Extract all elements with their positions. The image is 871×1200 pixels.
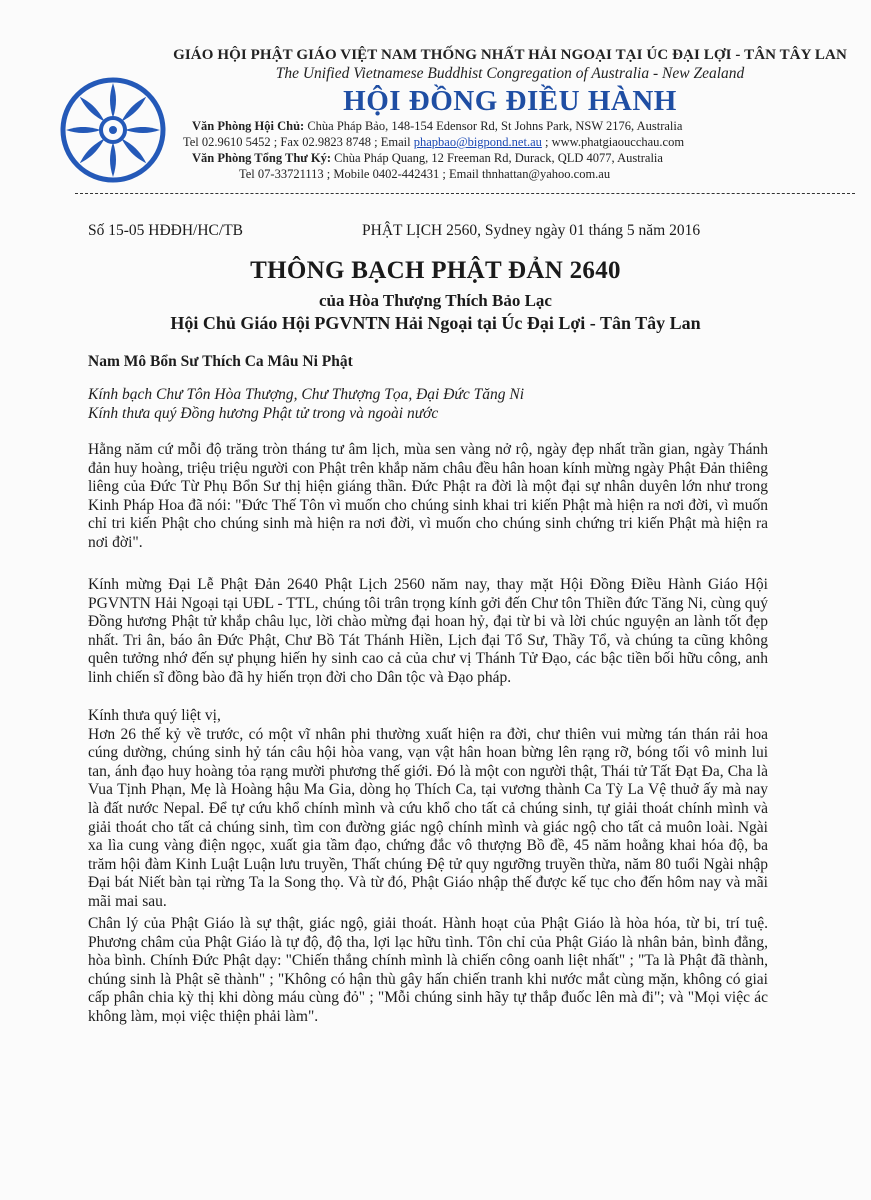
paragraph-2: Kính mừng Đại Lễ Phật Đản 2640 Phật Lịch 2560 năm nay, thay mặt Hội Đồng Điều Hành Giáo Hội PGVNTN Hải Ngoại tại UĐL - TTL, chúng tôi trân trọng kính gởi đến Chư tôn Thiền đức Tăng Ni, cùng quý Đồng hương Phật tử khắp châu lục, lời chào mừng đại hoan hỷ, đại từ bi và lời chúc nguyện an lành tốt đẹp nhất. Tri ân, báo ân Đức Phật, Chư Bồ Tát Thánh Hiền, Lịch đại Tổ Sư, Thầy Tổ, và chúng ta cũng không quên tưởng nhớ đến sự phụng hiến hy sinh cao cả của chư vị Thánh Tử Đạo, các bậc tiền bối hữu công, anh linh chiến sĩ đồng bào đã hy hiến trọn đời cho Dân tộc và Đạo pháp. bbox=[88, 576, 768, 686]
author-role-line: Hội Chủ Giáo Hội PGVNTN Hải Ngoại tại Úc Đại Lợi - Tân Tây Lan bbox=[170, 313, 701, 333]
paragraph-1: Hằng năm cứ mỗi độ trăng tròn tháng tư âm lịch, mùa sen vàng nở rộ, ngày đẹp nhất trần gian, ngày Thánh đản huy hoàng, triệu triệu người con Phật trên khắp năm châu đều hân hoan kính mừng ngày Phật Đản thiêng liêng của Đức Từ Phụ Bổn Sư thị hiện giáng thần. Đức Phật ra đời là một đại sự nhân duyên lớn như trong Kinh Pháp Hoa đã nói: "Đức Thế Tôn vì muốn cho chúng sinh khai tri kiến Phật mà hiện ra nơi đời, vì muốn chỉ tri kiến Phật cho chúng sinh mà hiện ra nơi đời, vì muốn cho chúng sinh chứng tri kiến Phật mà hiện ra nơi đời". bbox=[88, 441, 768, 551]
header-divider bbox=[75, 193, 855, 194]
paragraph-3-intro: Kính thưa quý liệt vị, bbox=[88, 707, 221, 724]
dharma-wheel-icon bbox=[58, 75, 168, 185]
greeting-line-2: Kính thưa quý Đồng hương Phật tử trong và ngoài nước bbox=[88, 404, 439, 422]
paragraph-4: Chân lý của Phật Giáo là sự thật, giác ngộ, giải thoát. Hành hoạt của Phật Giáo là hòa hóa, từ bi, trí tuệ. Phương châm của Phật Giáo là tự độ, độ tha, lợi lạc hữu tình. Tôn chỉ của Phật Giáo là nhân bản, bình đẳng, hòa bình. Chính Đức Phật dạy: "Chiến thắng chính mình là chiến công oanh liệt nhất" ; "Ta là Phật đã thành, chúng sinh là Phật sẽ thành" ; "Không có hận thù gây hấn chiến tranh khi nước mắt cùng mặn, không có giai cấp phân chia kỳ thị khi dòng máu cùng đỏ" ; "Mỗi chúng sinh hãy tự thắp đuốc lên mà đi"; và "Mọi việc ác không làm, mọi việc thiện phải làm". bbox=[88, 915, 768, 1025]
office2-address: Chùa Pháp Quang, 12 Freeman Rd, Durack, QLD 4077, Australia bbox=[334, 151, 663, 165]
office1-contact-line bbox=[183, 134, 855, 150]
office1-address: Chùa Pháp Bảo, 148-154 Edensor Rd, St Johns Park, NSW 2176, Australia bbox=[307, 119, 683, 133]
org-name-vietnamese: GIÁO HỘI PHẬT GIÁO VIỆT NAM THỐNG NHẤT HẢI NGOẠI TẠI ÚC ĐẠI LỢI - TÂN TÂY LAN bbox=[173, 47, 847, 63]
paragraph-3: Hơn 26 thế kỷ về trước, có một vĩ nhân phi thường xuất hiện ra đời, chư thiên vui mừng tán thán rải hoa cúng dường, chúng sinh hỷ tán câu hội hòa vang, vạn vật hân hoan bừng lên rạng rỡ, bóng tối vô minh lui tan, ánh đạo huy hoàng tỏa rạng mười phương thế giới. Đó là một con người thật, Thái tử Tất Đạt Đa, Cha là Vua Tịnh Phạn, Mẹ là Hoàng hậu Ma Gia, dòng họ Thích Ca, tại vương thành Ca Tỳ La Vệ thuở ấy mà nay là đất nước Nepal. Để tự cứu khổ chính mình và cứu khổ cho tất cả chúng sinh, tự giải thoát chính mình và giải thoát cho tất cả chúng sinh, tìm con đường giác ngộ chính mình và giác ngộ cho tất cả muôn loài. Ngài xa lìa cung vàng điện ngọc, xuất gia tầm đạo, chứng đắc vô thượng Bồ đề, 45 năm hoằng khai hóa độ, ba trăm hội đàm Kinh Luật Luận lưu truyền, Thất chúng Đệ tử quy ngưỡng truyền thừa, năm 80 tuổi Ngài nhập Đại bát Niết bàn tại rừng Ta la Song thọ. Và từ đó, Phật Giáo nhập thế được kế tục cho đến hôm nay và mãi mãi mai sau. bbox=[88, 725, 768, 910]
letterhead bbox=[165, 47, 855, 182]
org-name-english: The Unified Vietnamese Buddhist Congregation of Australia - New Zealand bbox=[275, 65, 745, 82]
office1-contact: Tel 02.9610 5452 ; Fax 02.9823 8748 ; Email bbox=[183, 135, 411, 149]
office2-line bbox=[192, 150, 855, 166]
office1-line bbox=[192, 118, 855, 134]
paragraph-3-block bbox=[88, 707, 768, 912]
greeting-block bbox=[88, 386, 768, 423]
greeting-line-1: Kính bạch Chư Tôn Hòa Thượng, Chư Thượng Tọa, Đại Đức Tăng Ni bbox=[88, 386, 525, 403]
office1-website: ; www.phatgiaoucchau.com bbox=[545, 135, 685, 149]
author-line: của Hòa Thượng Thích Bảo Lạc bbox=[319, 291, 552, 310]
council-title: HỘI ĐỒNG ĐIỀU HÀNH bbox=[343, 85, 677, 117]
office1-label: Văn Phòng Hội Chủ: bbox=[192, 119, 305, 133]
document-title: THÔNG BẠCH PHẬT ĐẢN 2640 bbox=[250, 257, 621, 284]
salutation: Nam Mô Bổn Sư Thích Ca Mâu Ni Phật bbox=[88, 353, 353, 370]
document-date: PHẬT LỊCH 2560, Sydney ngày 01 tháng 5 năm 2016 bbox=[362, 222, 701, 239]
document-number: Số 15-05 HĐĐH/HC/TB bbox=[88, 222, 244, 239]
office2-label: Văn Phòng Tổng Thư Ký: bbox=[192, 151, 332, 165]
office1-email-link[interactable]: phapbao@bigpond.net.au bbox=[413, 135, 542, 149]
office2-contact: Tel 07-33721113 ; Mobile 0402-442431 ; Email thnhattan@yahoo.com.au bbox=[239, 167, 611, 181]
